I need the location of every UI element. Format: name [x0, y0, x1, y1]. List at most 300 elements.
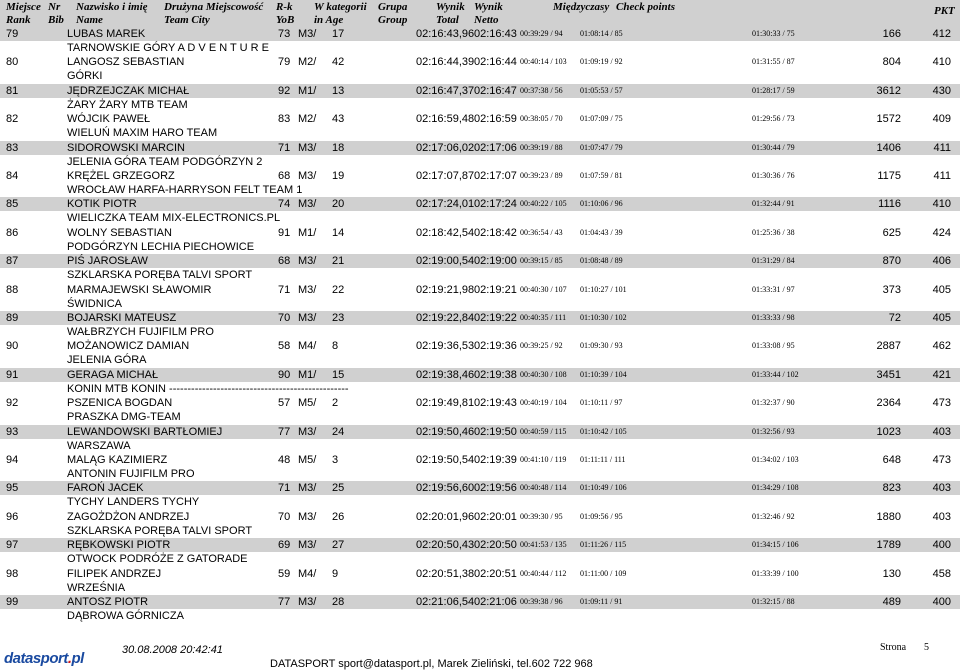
netto-time: 02:21:06 [474, 596, 517, 608]
yob: 92 [278, 84, 291, 97]
total-time: 02:17:07,87 [416, 170, 475, 182]
in-age-rank: 3 [332, 454, 339, 466]
col-grupa-label: Grupa [378, 1, 408, 13]
netto-time: 02:19:43 [474, 397, 517, 410]
split-3: 01:31:55 / 87 [752, 57, 795, 67]
place: 96 [6, 510, 19, 523]
bib: 1175 [877, 170, 901, 182]
team-city: JELENIA GÓRA TEAM PODGÓRZYN 2 [67, 155, 263, 168]
competitor-name: WÓJCIK PAWEŁ [67, 113, 151, 126]
split-2: 01:08:48 / 89 [580, 256, 623, 266]
split-3: 01:33:08 / 95 [752, 341, 795, 351]
in-age-rank: 22 [332, 283, 345, 296]
points: 409 [932, 113, 951, 126]
category: M1/ [298, 368, 317, 381]
place: 95 [6, 482, 19, 495]
yob: 57 [278, 397, 291, 410]
netto-time: 02:17:07 [474, 170, 517, 182]
team-city: WROCŁAW HARFA-HARRYSON FELT TEAM 1 [67, 184, 303, 196]
bib: 804 [882, 56, 901, 69]
competitor-name: JĘDRZEJCZAK MICHAŁ [67, 84, 190, 97]
team-city: WIELUŃ MAXIM HARO TEAM [67, 127, 218, 140]
bib: 870 [882, 255, 901, 268]
split-1: 00:40:30 / 108 [520, 369, 567, 379]
table-row [0, 55, 960, 83]
yob: 70 [278, 312, 291, 324]
total-time: 02:19:50,46 [416, 425, 475, 438]
netto-time: 02:16:59 [474, 113, 517, 126]
split-1: 00:40:44 / 112 [520, 568, 567, 578]
netto-time: 02:19:50 [474, 425, 517, 438]
team-city: ŚWIDNICA [67, 297, 122, 310]
split-2: 01:10:39 / 104 [580, 369, 627, 379]
category: M2/ [298, 56, 317, 69]
netto-time: 02:16:44 [474, 56, 517, 69]
team-city: ANTONIN FUJIFILM PRO [67, 468, 195, 480]
netto-time: 02:18:42 [474, 226, 517, 239]
split-1: 00:36:54 / 43 [520, 227, 563, 237]
category: M3/ [298, 482, 317, 495]
split-2: 01:09:56 / 95 [580, 511, 623, 521]
netto-time: 02:20:01 [474, 510, 517, 523]
in-age-rank: 18 [332, 141, 345, 154]
category: M4/ [298, 567, 317, 580]
table-row [0, 226, 960, 254]
total-time: 02:19:56,60 [416, 482, 475, 495]
bib: 1572 [876, 113, 901, 126]
split-3: 01:33:33 / 98 [752, 313, 795, 322]
table-row [0, 311, 960, 339]
competitor-name: FAROŃ JACEK [67, 482, 144, 495]
table-row [0, 197, 960, 225]
in-age-rank: 21 [332, 255, 345, 268]
place: 91 [6, 368, 19, 381]
team-city: KONIN MTB KONIN ------------------------------------------------- [67, 382, 349, 395]
competitor-name: PIŚ JAROSŁAW [67, 255, 148, 268]
split-3: 01:30:44 / 79 [752, 142, 795, 152]
points: 400 [932, 596, 951, 608]
table-row [0, 453, 960, 481]
place: 93 [6, 425, 19, 438]
col-wkat-label: W kategorii [314, 1, 367, 13]
table-row [0, 84, 960, 112]
category: M3/ [298, 141, 317, 154]
col-rk-label: R-k [276, 1, 293, 13]
split-1: 00:39:23 / 89 [520, 171, 563, 180]
team-city: WARSZAWA [67, 439, 131, 452]
category: M3/ [298, 283, 317, 296]
col-total-label: Total [436, 14, 459, 26]
col-checkpoints-label: Check points [616, 1, 675, 13]
competitor-name: KRĘŻEL GRZEGORZ [67, 170, 175, 182]
category: M3/ [298, 198, 317, 211]
split-1: 00:40:35 / 111 [520, 313, 567, 322]
category: M3/ [298, 255, 317, 268]
split-3: 01:34:29 / 108 [752, 483, 799, 493]
competitor-name: LUBAS MAREK [67, 28, 146, 40]
netto-time: 02:16:47 [474, 84, 517, 97]
table-row [0, 27, 960, 55]
competitor-name: ZAGOŻDŻON ANDRZEJ [67, 510, 190, 523]
points: 403 [932, 425, 951, 438]
col-miedzyczasy-label: Międzyczasy [553, 1, 610, 13]
yob: 77 [278, 596, 291, 608]
split-2: 01:04:43 / 39 [580, 227, 623, 237]
split-1: 00:40:14 / 103 [520, 57, 567, 67]
in-age-rank: 14 [332, 226, 345, 239]
team-city: TARNOWSKIE GÓRY A D V E N T U R E [67, 42, 269, 54]
table-row [0, 141, 960, 169]
table-row [0, 396, 960, 424]
total-time: 02:16:43,96 [416, 28, 475, 40]
points: 410 [932, 56, 951, 69]
bib: 1406 [876, 141, 901, 154]
points: 406 [932, 255, 951, 268]
place: 94 [6, 454, 19, 466]
total-time: 02:19:22,84 [416, 312, 475, 324]
in-age-rank: 13 [332, 84, 345, 97]
place: 81 [6, 84, 19, 97]
split-2: 01:05:53 / 57 [580, 85, 623, 95]
competitor-name: FILIPEK ANDRZEJ [67, 567, 162, 580]
team-city: WIELICZKA TEAM MIX-ELECTRONICS.PL [67, 212, 281, 225]
table-row [0, 283, 960, 311]
in-age-rank: 43 [332, 113, 345, 126]
col-bib-label: Bib [48, 14, 64, 26]
split-1: 00:40:30 / 107 [520, 284, 567, 294]
page-label: Strona [880, 642, 907, 653]
split-1: 00:41:53 / 135 [520, 540, 567, 550]
split-2: 01:11:11 / 111 [580, 455, 626, 464]
page-footer [0, 640, 960, 671]
in-age-rank: 17 [332, 28, 345, 40]
in-age-rank: 25 [332, 482, 345, 495]
total-time: 02:17:06,02 [416, 141, 475, 154]
col-wynik-total-label: Wynik [436, 1, 465, 13]
total-time: 02:20:01,96 [416, 510, 475, 523]
bib: 823 [882, 482, 901, 495]
competitor-name: MARMAJEWSKI SŁAWOMIR [67, 283, 212, 296]
yob: 79 [278, 56, 291, 69]
category: M3/ [298, 312, 317, 324]
total-time: 02:16:59,48 [416, 113, 475, 126]
yob: 71 [278, 283, 291, 296]
netto-time: 02:19:39 [474, 454, 517, 466]
competitor-name: WOLNY SEBASTIAN [67, 226, 172, 239]
table-row [0, 510, 960, 538]
col-pkt-label: PKT [934, 5, 955, 17]
in-age-rank: 2 [332, 397, 339, 410]
bib: 373 [882, 283, 901, 296]
netto-time: 02:17:24 [474, 198, 517, 211]
split-2: 01:08:14 / 85 [580, 29, 623, 38]
category: M5/ [298, 397, 317, 410]
split-2: 01:10:11 / 97 [580, 398, 623, 408]
split-2: 01:10:30 / 102 [580, 313, 627, 322]
bib: 130 [882, 567, 901, 580]
category: M3/ [298, 510, 317, 523]
col-team-city-label: Team City [164, 14, 210, 26]
table-row [0, 425, 960, 453]
bib: 625 [882, 226, 901, 239]
yob: 74 [278, 198, 291, 211]
table-row [0, 169, 960, 197]
col-wynik-netto-label: Wynik [474, 1, 503, 13]
place: 85 [6, 198, 19, 211]
competitor-name: BOJARSKI MATEUSZ [67, 312, 177, 324]
bib: 3612 [876, 84, 901, 97]
split-1: 00:40:59 / 115 [520, 426, 567, 436]
place: 80 [6, 56, 19, 69]
split-2: 01:10:27 / 101 [580, 284, 627, 294]
bib: 1880 [876, 510, 901, 523]
points: 403 [932, 510, 951, 523]
table-header [0, 0, 960, 27]
place: 86 [6, 226, 19, 239]
place: 89 [6, 312, 19, 324]
category: M3/ [298, 539, 317, 552]
team-city: DĄBROWA GÓRNICZA [67, 610, 184, 622]
table-row [0, 368, 960, 396]
col-yob-label: YoB [276, 14, 295, 26]
yob: 71 [278, 482, 291, 495]
points: 411 [933, 141, 951, 154]
place: 79 [6, 28, 19, 40]
bib: 1023 [876, 425, 901, 438]
split-1: 00:39:25 / 92 [520, 341, 563, 351]
competitor-name: GERAGA MICHAŁ [67, 368, 159, 381]
in-age-rank: 42 [332, 56, 345, 69]
in-age-rank: 24 [332, 425, 345, 438]
category: M3/ [298, 170, 317, 182]
total-time: 02:19:49,81 [416, 397, 475, 410]
bib: 1116 [878, 198, 901, 211]
split-3: 01:32:44 / 91 [752, 199, 795, 209]
split-2: 01:07:09 / 75 [580, 114, 623, 124]
col-group-label: Group [378, 14, 408, 26]
netto-time: 02:19:56 [474, 482, 517, 495]
split-1: 00:37:38 / 56 [520, 85, 563, 95]
split-2: 01:07:59 / 81 [580, 171, 623, 180]
netto-time: 02:19:36 [474, 340, 517, 353]
team-city: PODGÓRZYN LECHIA PIECHOWICE [67, 240, 255, 253]
split-1: 00:39:29 / 94 [520, 29, 563, 38]
split-3: 01:33:31 / 97 [752, 284, 795, 294]
yob: 77 [278, 425, 291, 438]
total-time: 02:19:36,53 [416, 340, 475, 353]
split-1: 00:40:22 / 105 [520, 199, 567, 209]
yob: 48 [278, 454, 291, 466]
split-3: 01:28:17 / 59 [752, 85, 795, 95]
yob: 91 [278, 226, 291, 239]
split-2: 01:10:06 / 96 [580, 199, 623, 209]
place: 92 [6, 397, 19, 410]
competitor-name: LANGOSZ SEBASTIAN [67, 56, 185, 69]
yob: 71 [278, 141, 291, 154]
bib: 489 [882, 596, 901, 608]
place: 90 [6, 340, 19, 353]
netto-time: 02:20:51 [474, 567, 517, 580]
col-nr-label: Nr [48, 1, 61, 13]
split-1: 00:39:19 / 88 [520, 142, 563, 152]
split-1: 00:41:10 / 119 [520, 455, 567, 464]
split-1: 00:40:19 / 104 [520, 398, 567, 408]
points: 462 [932, 340, 951, 353]
team-city: PRASZKA DMG-TEAM [67, 411, 181, 424]
split-3: 01:25:36 / 38 [752, 227, 795, 237]
col-inage-label: in Age [314, 14, 344, 26]
competitor-name: ANTOSZ PIOTR [67, 596, 149, 608]
in-age-rank: 27 [332, 539, 345, 552]
category: M2/ [298, 113, 317, 126]
category: M3/ [298, 596, 317, 608]
table-row [0, 481, 960, 509]
split-1: 00:38:05 / 70 [520, 114, 563, 124]
split-3: 01:32:56 / 93 [752, 426, 795, 436]
team-city: GÓRKI [67, 70, 103, 83]
netto-time: 02:19:22 [474, 312, 517, 324]
place: 84 [6, 170, 19, 182]
bib: 1789 [876, 539, 901, 552]
table-row [0, 595, 960, 623]
split-1: 00:39:30 / 95 [520, 511, 563, 521]
in-age-rank: 28 [332, 596, 345, 608]
split-3: 01:29:56 / 73 [752, 114, 795, 124]
in-age-rank: 19 [332, 170, 345, 182]
netto-time: 02:19:21 [474, 283, 517, 296]
yob: 58 [278, 340, 291, 353]
points: 405 [932, 283, 951, 296]
split-3: 01:34:15 / 106 [752, 540, 799, 550]
split-1: 00:39:15 / 85 [520, 256, 563, 266]
col-druzyna-label: Drużyna Miejscowość [164, 1, 264, 13]
team-city: JELENIA GÓRA [67, 354, 147, 367]
team-city: WRZEŚNIA [67, 581, 126, 594]
split-3: 01:33:39 / 100 [752, 568, 799, 578]
total-time: 02:19:21,98 [416, 283, 475, 296]
competitor-name: RĘBKOWSKI PIOTR [67, 539, 171, 552]
team-city: SZKLARSKA PORĘBA TALVI SPORT [67, 524, 253, 537]
team-city: OTWOCK PODRÓŻE Z GATORADE [67, 553, 248, 566]
team-city: TYCHY LANDERS TYCHY [67, 496, 200, 509]
team-city: SZKLARSKA PORĘBA TALVI SPORT [67, 269, 253, 282]
competitor-name: PSZENICA BOGDAN [67, 397, 173, 410]
bib: 2364 [876, 397, 901, 410]
contact-info: DATASPORT sport@datasport.pl, Marek Zieliński, tel.602 722 968 [270, 658, 593, 670]
points: 424 [932, 226, 951, 239]
points: 403 [932, 482, 951, 495]
in-age-rank: 26 [332, 510, 345, 523]
yob: 68 [278, 255, 291, 268]
col-netto-label: Netto [474, 14, 499, 26]
split-2: 01:07:47 / 79 [580, 142, 623, 152]
total-time: 02:20:50,43 [416, 539, 475, 552]
points: 430 [932, 84, 951, 97]
netto-time: 02:16:43 [474, 28, 517, 40]
total-time: 02:19:38,46 [416, 368, 475, 381]
in-age-rank: 9 [332, 567, 339, 580]
page-number: 5 [924, 642, 929, 653]
competitor-name: SIDOROWSKI MARCIN [67, 141, 185, 154]
place: 82 [6, 113, 19, 126]
in-age-rank: 8 [332, 340, 339, 353]
category: M3/ [298, 425, 317, 438]
split-1: 00:40:48 / 114 [520, 483, 567, 493]
total-time: 02:21:06,54 [416, 596, 475, 608]
netto-time: 02:19:38 [474, 368, 517, 381]
competitor-name: KOTIK PIOTR [67, 198, 137, 211]
yob: 68 [278, 170, 291, 182]
place: 98 [6, 567, 19, 580]
split-3: 01:33:44 / 102 [752, 369, 799, 379]
yob: 83 [278, 113, 291, 126]
points: 410 [932, 198, 951, 211]
split-2: 01:11:00 / 109 [580, 568, 627, 578]
netto-time: 02:20:50 [474, 539, 517, 552]
bib: 2887 [876, 340, 901, 353]
place: 97 [6, 539, 19, 552]
print-date: 30.08.2008 20:42:41 [122, 644, 223, 656]
total-time: 02:20:51,38 [416, 567, 475, 580]
netto-time: 02:19:00 [474, 255, 517, 268]
table-row [0, 112, 960, 140]
split-2: 01:11:26 / 115 [580, 540, 627, 550]
split-2: 01:09:19 / 92 [580, 57, 623, 67]
team-city: ŻARY ŻARY MTB TEAM [67, 98, 188, 111]
split-2: 01:09:11 / 91 [580, 597, 623, 606]
split-2: 01:10:49 / 106 [580, 483, 627, 493]
split-1: 00:39:38 / 96 [520, 597, 563, 606]
split-2: 01:09:30 / 93 [580, 341, 623, 351]
total-time: 02:19:50,54 [416, 454, 475, 466]
points: 473 [932, 397, 951, 410]
bib: 3451 [876, 368, 901, 381]
split-3: 01:34:02 / 103 [752, 455, 799, 464]
competitor-name: MOŻANOWICZ DAMIAN [67, 340, 190, 353]
split-3: 01:32:37 / 90 [752, 398, 795, 408]
yob: 59 [278, 567, 291, 580]
bib: 648 [882, 454, 901, 466]
points: 411 [933, 170, 951, 182]
total-time: 02:16:44,39 [416, 56, 475, 69]
points: 412 [932, 28, 951, 40]
col-miejsce-label: Miejsce [6, 1, 41, 13]
in-age-rank: 15 [332, 368, 345, 381]
bib: 72 [888, 312, 901, 324]
yob: 70 [278, 510, 291, 523]
category: M4/ [298, 340, 317, 353]
yob: 90 [278, 368, 291, 381]
place: 88 [6, 283, 19, 296]
netto-time: 02:17:06 [474, 141, 517, 154]
points: 405 [932, 312, 951, 324]
place: 83 [6, 141, 19, 154]
total-time: 02:17:24,01 [416, 198, 475, 211]
table-row [0, 538, 960, 566]
place: 99 [6, 596, 19, 608]
datasport-logo: datasport.pl [4, 650, 84, 667]
split-3: 01:32:46 / 92 [752, 511, 795, 521]
category: M1/ [298, 226, 317, 239]
table-row [0, 339, 960, 367]
col-nazwisko-label: Nazwisko i imię [76, 1, 148, 13]
split-3: 01:31:29 / 84 [752, 256, 795, 266]
bib: 166 [882, 28, 901, 40]
split-3: 01:30:36 / 76 [752, 171, 795, 180]
points: 458 [932, 567, 951, 580]
table-row [0, 567, 960, 595]
category: M5/ [298, 454, 317, 466]
